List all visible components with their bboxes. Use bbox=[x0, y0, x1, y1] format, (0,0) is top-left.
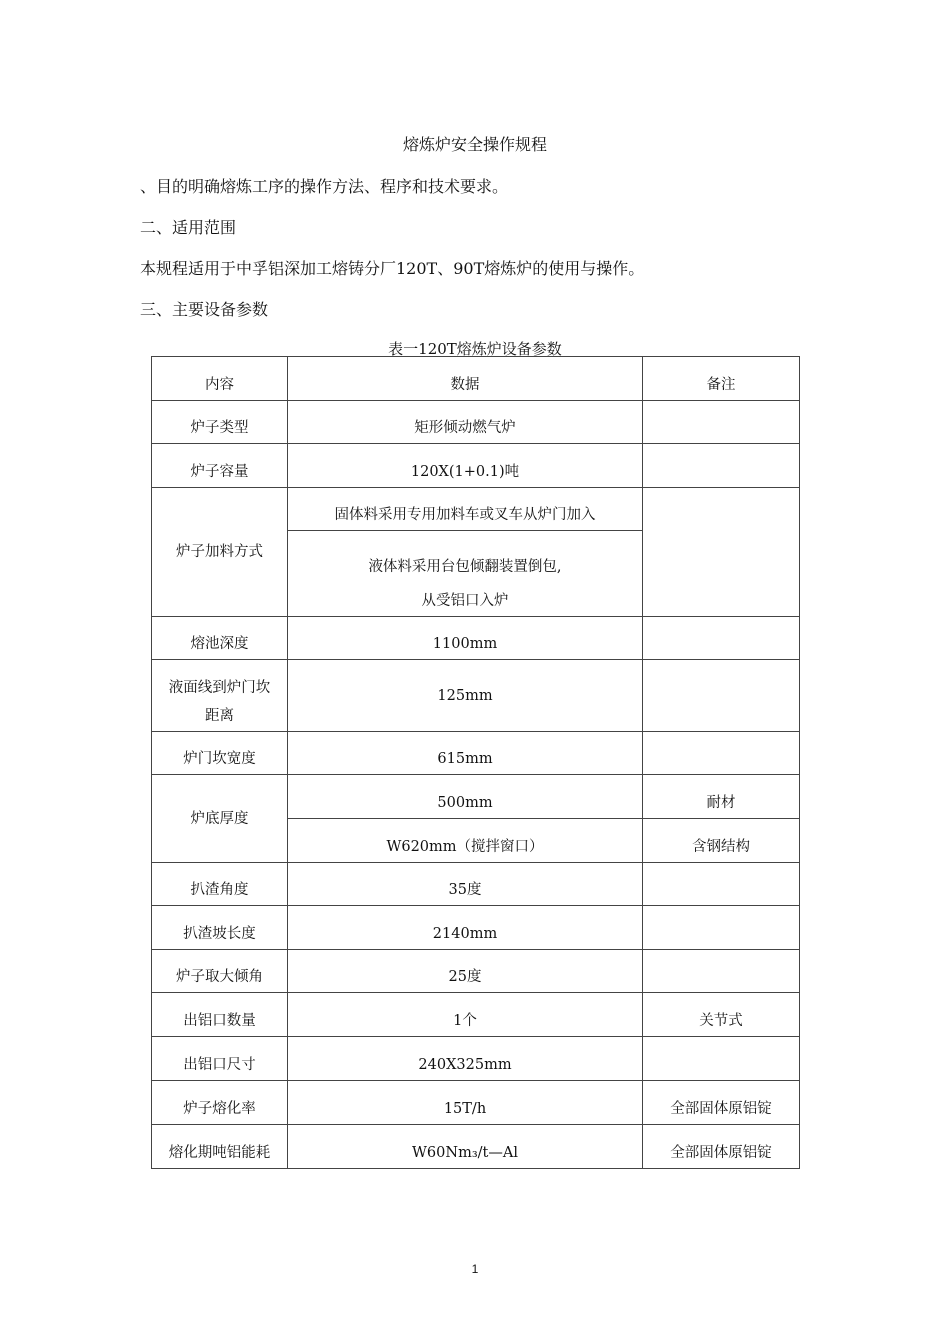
cell-data: 1100mm bbox=[288, 617, 643, 660]
table-row bbox=[152, 488, 800, 531]
cell-note bbox=[643, 950, 800, 993]
cell-item-line: 液面线到炉门坎 bbox=[168, 680, 271, 696]
cell-data: 固体料采用专用加料车或叉车从炉门加入 bbox=[288, 488, 643, 531]
cell-item: 炉底厚度 bbox=[152, 775, 288, 863]
table-row bbox=[152, 993, 800, 1037]
cell-item: 熔池深度 bbox=[152, 617, 288, 660]
cell-item: 出铝口尺寸 bbox=[152, 1037, 288, 1081]
cell-data-line: 从受铝口入炉 bbox=[421, 593, 509, 609]
cell-item: 炉子容量 bbox=[152, 444, 288, 488]
cell-note bbox=[643, 617, 800, 660]
cell-data: 240X325mm bbox=[288, 1037, 643, 1081]
cell-note: 关节式 bbox=[643, 993, 800, 1037]
table-row bbox=[152, 617, 800, 660]
cell-note bbox=[643, 488, 800, 617]
cell-item: 炉子类型 bbox=[152, 401, 288, 444]
cell-item-line: 距离 bbox=[205, 708, 234, 724]
table-row bbox=[152, 660, 800, 732]
cell-item: 炉子熔化率 bbox=[152, 1081, 288, 1125]
table-row bbox=[152, 444, 800, 488]
cell-note bbox=[643, 401, 800, 444]
table-row bbox=[152, 906, 800, 950]
table-row bbox=[152, 775, 800, 819]
cell-note: 全部固体原铝锭 bbox=[643, 1081, 800, 1125]
cell-data: 2140mm bbox=[288, 906, 643, 950]
cell-note: 全部固体原铝锭 bbox=[643, 1125, 800, 1169]
equipment-parameters-table bbox=[151, 356, 800, 1169]
cell-data: 25度 bbox=[288, 950, 643, 993]
cell-note bbox=[643, 863, 800, 906]
table-row bbox=[152, 1125, 800, 1169]
purpose-text: 、目的明确熔炼工序的操作方法、程序和技术要求。 bbox=[140, 177, 509, 196]
cell-note bbox=[643, 732, 800, 775]
table-row bbox=[152, 1037, 800, 1081]
header-data: 数据 bbox=[288, 357, 643, 401]
cell-data: W620mm（搅拌窗口） bbox=[288, 819, 643, 863]
cell-item: 扒渣坡长度 bbox=[152, 906, 288, 950]
cell-data: 35度 bbox=[288, 863, 643, 906]
cell-data: W60Nm₃/t—Al bbox=[288, 1125, 643, 1169]
cell-data bbox=[288, 531, 643, 617]
header-note: 备注 bbox=[643, 357, 800, 401]
params-heading: 三、主要设备参数 bbox=[140, 300, 269, 319]
page-title: 熔炼炉安全操作规程 bbox=[402, 135, 547, 154]
table-row bbox=[152, 401, 800, 444]
cell-data: 125mm bbox=[288, 660, 643, 732]
cell-item: 炉门坎宽度 bbox=[152, 732, 288, 775]
cell-item: 炉子加料方式 bbox=[152, 488, 288, 617]
cell-note bbox=[643, 444, 800, 488]
table-row bbox=[152, 732, 800, 775]
cell-item: 出铝口数量 bbox=[152, 993, 288, 1037]
table-row bbox=[152, 863, 800, 906]
cell-data: 120X(1+0.1)吨 bbox=[288, 444, 643, 488]
table-row bbox=[152, 1081, 800, 1125]
cell-note bbox=[643, 660, 800, 732]
table-header-row bbox=[152, 357, 800, 401]
cell-item: 炉子取大倾角 bbox=[152, 950, 288, 993]
cell-item: 扒渣角度 bbox=[152, 863, 288, 906]
cell-data: 15T/h bbox=[288, 1081, 643, 1125]
cell-item: 熔化期吨铝能耗 bbox=[152, 1125, 288, 1169]
table-caption: 表一120T熔炼炉设备参数 bbox=[388, 340, 562, 358]
cell-note: 含钢结构 bbox=[643, 819, 800, 863]
cell-note bbox=[643, 906, 800, 950]
table-row bbox=[152, 950, 800, 993]
page-number: 1 bbox=[471, 1262, 479, 1276]
cell-note bbox=[643, 1037, 800, 1081]
cell-item bbox=[152, 660, 288, 732]
header-item: 内容 bbox=[152, 357, 288, 401]
cell-note: 耐材 bbox=[643, 775, 800, 819]
cell-data: 1个 bbox=[288, 993, 643, 1037]
cell-data-line: 液体料采用台包倾翻装置倒包, bbox=[368, 559, 562, 575]
cell-data: 500mm bbox=[288, 775, 643, 819]
scope-text: 本规程适用于中孚铝深加工熔铸分厂120T、90T熔炼炉的使用与操作。 bbox=[140, 259, 645, 278]
cell-data: 矩形倾动燃气炉 bbox=[288, 401, 643, 444]
cell-data: 615mm bbox=[288, 732, 643, 775]
scope-heading: 二、适用范围 bbox=[140, 218, 237, 237]
